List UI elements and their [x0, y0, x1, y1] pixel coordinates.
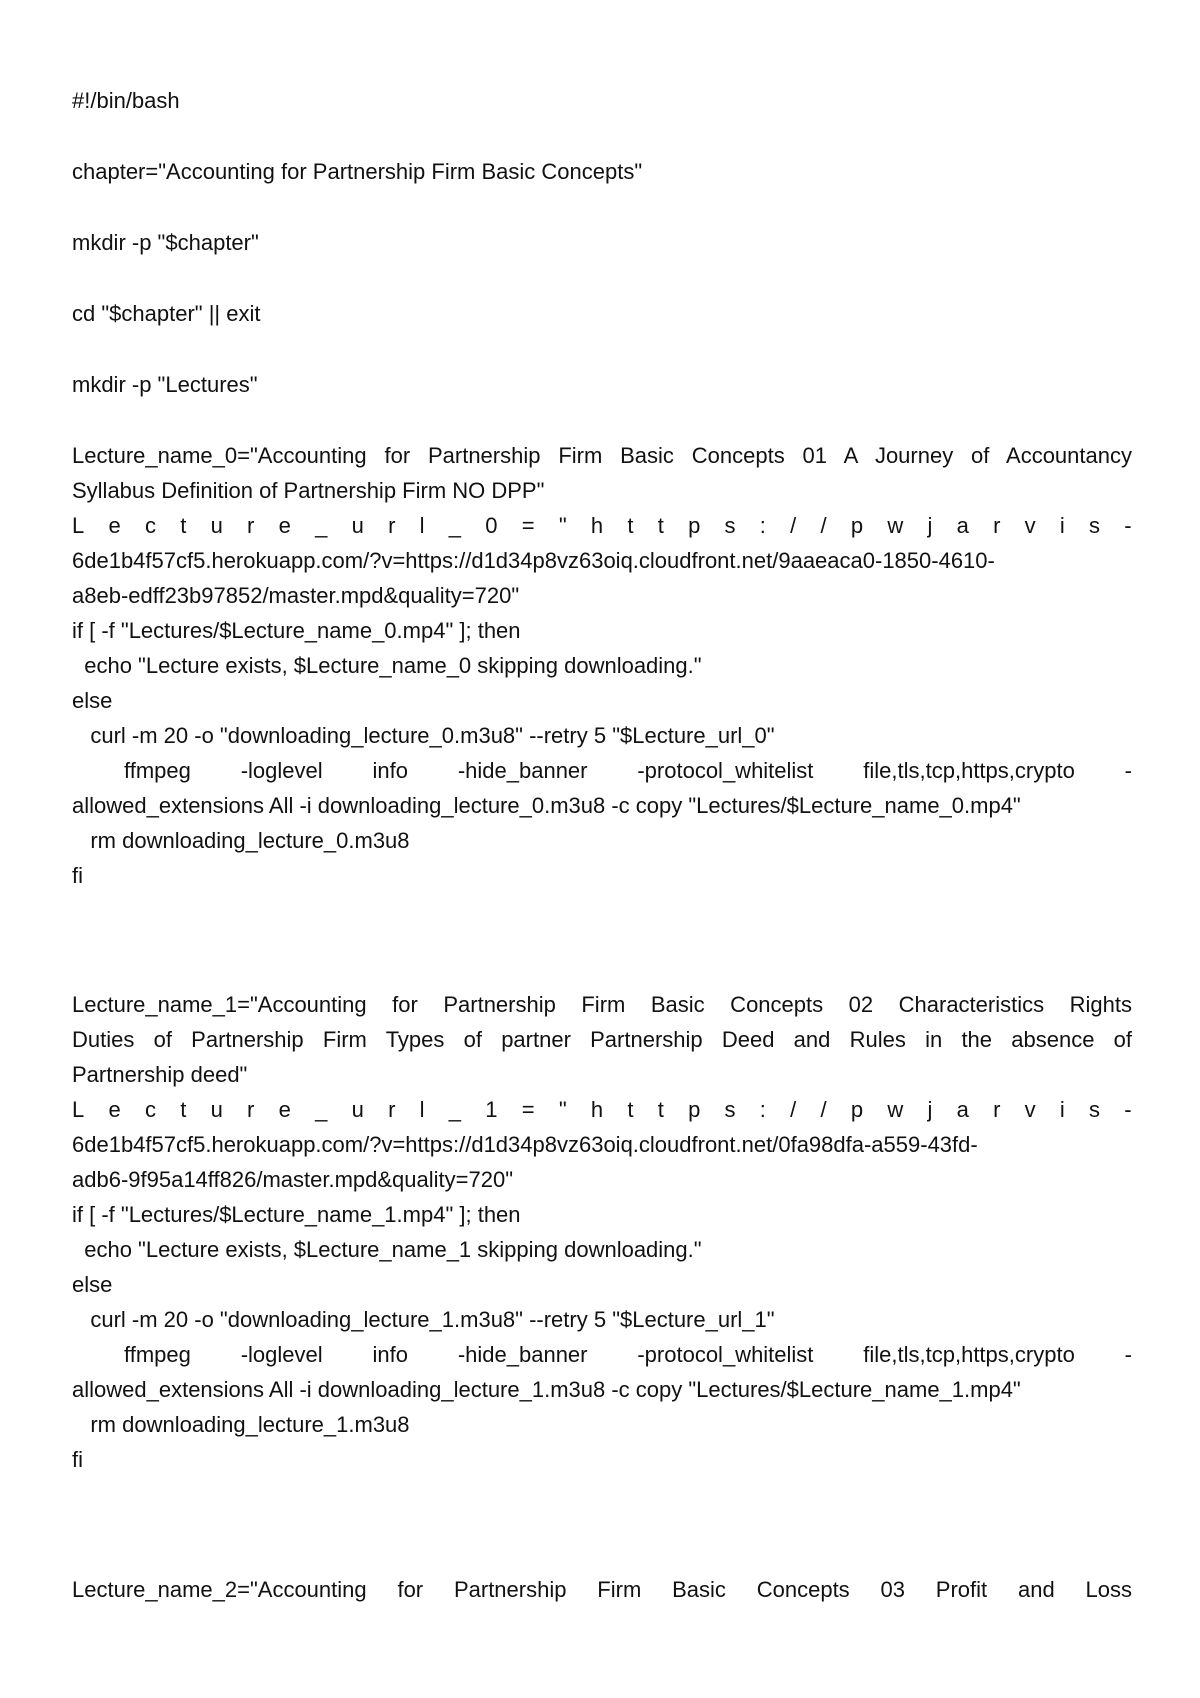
- spread-char: c: [144, 513, 156, 538]
- spread-char: j: [927, 513, 933, 538]
- spread-char: p: [688, 1097, 701, 1122]
- spread-char: t: [657, 513, 664, 538]
- spread-char: h: [590, 1097, 604, 1122]
- spread-char: _: [315, 1097, 328, 1122]
- spread-char: /: [820, 513, 827, 538]
- spread-char: u: [210, 513, 223, 538]
- lecture-url-0-host-line: 6de1b4f57cf5.herokuapp.com/?v=https://d1d34p8vz63oiq.cloudfront.net/9aaeaca0-1850-4610-: [72, 548, 995, 573]
- ffmpeg-0-line: ffmpeg -loglevel info -hide_banner -protocol_whitelist file,tls,tcp,https,crypto -: [124, 758, 1132, 783]
- spread-char: h: [590, 513, 604, 538]
- lecture-url-1-path-line: adb6-9f95a14ff826/master.mpd&quality=720": [72, 1167, 513, 1192]
- spread-char: :: [759, 1097, 766, 1122]
- rm-0-line: rm downloading_lecture_0.m3u8: [72, 828, 410, 853]
- echo-exists-1-line: echo "Lecture exists, $Lecture_name_1 skipping downloading.": [72, 1237, 702, 1262]
- else-0-line: else: [72, 688, 113, 713]
- fi-0-line: fi: [72, 863, 83, 888]
- lecture-name-0-continuation: Syllabus Definition of Partnership Firm NO DPP": [72, 478, 545, 503]
- else-1-line: else: [72, 1272, 113, 1297]
- spread-char: e: [278, 513, 291, 538]
- spread-char: u: [351, 1097, 364, 1122]
- spread-char: =: [521, 1097, 535, 1122]
- spread-char: -: [1124, 1097, 1132, 1122]
- spread-char: /: [790, 1097, 797, 1122]
- spread-char: w: [887, 1097, 904, 1122]
- echo-exists-0-line: echo "Lecture exists, $Lecture_name_0 skipping downloading.": [72, 653, 702, 678]
- spread-char: r: [388, 1097, 396, 1122]
- spread-char: s: [724, 1097, 736, 1122]
- spread-char: _: [315, 513, 328, 538]
- spread-char: i: [1059, 513, 1065, 538]
- spread-char: r: [247, 513, 255, 538]
- curl-1-line: curl -m 20 -o "downloading_lecture_1.m3u8" --retry 5 "$Lecture_url_1": [72, 1307, 775, 1332]
- spread-char: p: [850, 513, 864, 538]
- spread-char: L: [72, 1097, 85, 1122]
- lecture-url-0-path-line: a8eb-edff23b97852/master.mpd&quality=720": [72, 583, 520, 608]
- spread-char: r: [388, 513, 396, 538]
- spread-char: a: [956, 1097, 969, 1122]
- lecture-url-1-host-line: 6de1b4f57cf5.herokuapp.com/?v=https://d1d34p8vz63oiq.cloudfront.net/0fa98dfa-a559-43fd-: [72, 1132, 978, 1157]
- lecture-name-1-line: Lecture_name_1="Accounting for Partnership Firm Basic Concepts 02 Characteristics Rights: [72, 992, 1132, 1017]
- spread-char: /: [820, 1097, 827, 1122]
- curl-0-line: curl -m 20 -o "downloading_lecture_0.m3u8" --retry 5 "$Lecture_url_0": [72, 723, 775, 748]
- spread-char: v: [1024, 513, 1036, 538]
- shebang-line: #!/bin/bash: [72, 88, 180, 113]
- spread-char: c: [144, 1097, 156, 1122]
- spread-char: 0: [485, 513, 498, 538]
- spread-char: u: [210, 1097, 223, 1122]
- spread-char: e: [108, 1097, 121, 1122]
- spread-char: a: [956, 513, 969, 538]
- spread-char: s: [1089, 513, 1100, 538]
- cd-chapter-line: cd "$chapter" || exit: [72, 301, 261, 326]
- ffmpeg-1-line: ffmpeg -loglevel info -hide_banner -protocol_whitelist file,tls,tcp,https,crypto -: [124, 1342, 1132, 1367]
- spread-char: L: [72, 513, 85, 538]
- ffmpeg-1-continuation: allowed_extensions All -i downloading_lecture_1.m3u8 -c copy "Lectures/$Lecture_name_1.mp4": [72, 1377, 1021, 1402]
- spread-char: t: [180, 1097, 187, 1122]
- spread-char: t: [627, 513, 634, 538]
- spread-char: e: [278, 1097, 291, 1122]
- spread-char: p: [850, 1097, 864, 1122]
- spread-char: _: [448, 1097, 461, 1122]
- rm-1-line: rm downloading_lecture_1.m3u8: [72, 1412, 410, 1437]
- spread-char: ": [558, 513, 567, 538]
- spread-char: t: [627, 1097, 634, 1122]
- spread-char: r: [247, 1097, 255, 1122]
- spread-char: l: [419, 1097, 425, 1122]
- if-exists-0-line: if [ -f "Lectures/$Lecture_name_0.mp4" ]; then: [72, 618, 521, 643]
- spread-char: e: [108, 513, 121, 538]
- spread-char: /: [790, 513, 797, 538]
- spread-char: =: [521, 513, 535, 538]
- lecture-name-1-continuation: Duties of Partnership Firm Types of partner Partnership Deed and Rules in the absence of: [72, 1027, 1132, 1052]
- spread-char: r: [993, 1097, 1001, 1122]
- spread-char: :: [759, 513, 766, 538]
- fi-1-line: fi: [72, 1447, 83, 1472]
- spread-char: j: [927, 1097, 933, 1122]
- lecture-url-0-line: [72, 511, 1132, 541]
- script-document: [72, 0, 1132, 1698]
- spread-char: s: [724, 513, 736, 538]
- spread-char: s: [1089, 1097, 1100, 1122]
- spread-char: -: [1124, 513, 1132, 538]
- spread-char: p: [688, 513, 701, 538]
- mkdir-chapter-line: mkdir -p "$chapter": [72, 230, 259, 255]
- spread-char: t: [657, 1097, 664, 1122]
- lecture-url-1-line: [72, 1095, 1132, 1125]
- lecture-name-2-line: Lecture_name_2="Accounting for Partnership Firm Basic Concepts 03 Profit and Loss: [72, 1577, 1132, 1602]
- spread-char: t: [180, 513, 187, 538]
- lecture-name-1-continuation-2: Partnership deed": [72, 1062, 248, 1087]
- lecture-name-0-line: Lecture_name_0="Accounting for Partnership Firm Basic Concepts 01 A Journey of Accountancy: [72, 443, 1132, 468]
- chapter-assignment-line: chapter="Accounting for Partnership Firm Basic Concepts": [72, 159, 643, 184]
- spread-char: r: [993, 513, 1001, 538]
- spread-char: 1: [485, 1097, 498, 1122]
- spread-char: i: [1059, 1097, 1065, 1122]
- spread-char: v: [1024, 1097, 1036, 1122]
- mkdir-lectures-line: mkdir -p "Lectures": [72, 372, 258, 397]
- spread-char: u: [351, 513, 364, 538]
- spread-char: ": [558, 1097, 567, 1122]
- ffmpeg-0-continuation: allowed_extensions All -i downloading_lecture_0.m3u8 -c copy "Lectures/$Lecture_name_0.mp4": [72, 793, 1021, 818]
- spread-char: _: [448, 513, 461, 538]
- spread-char: l: [419, 513, 425, 538]
- spread-char: w: [887, 513, 904, 538]
- if-exists-1-line: if [ -f "Lectures/$Lecture_name_1.mp4" ]; then: [72, 1202, 521, 1227]
